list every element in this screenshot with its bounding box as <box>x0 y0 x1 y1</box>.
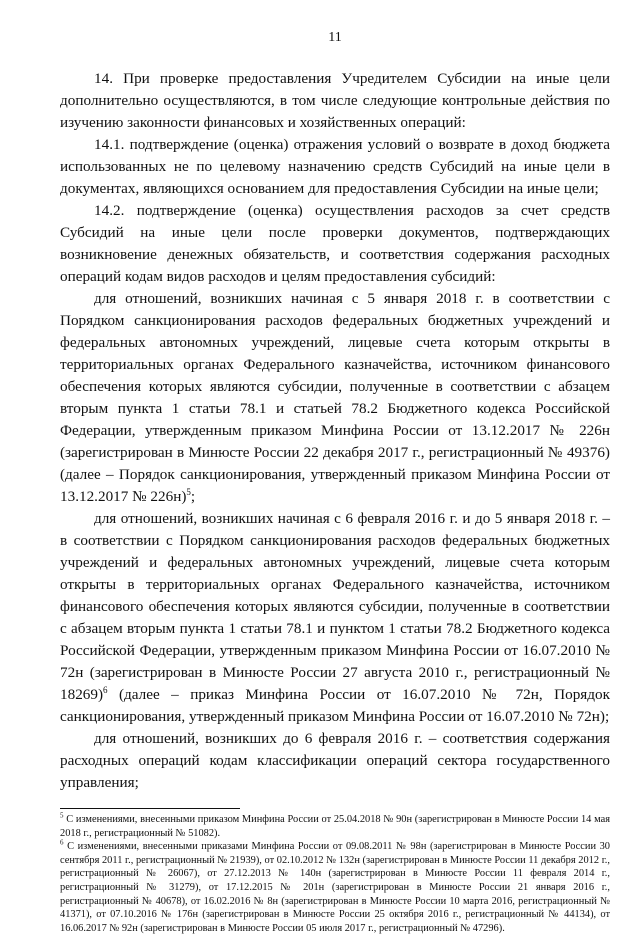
paragraph-14-1 <box>60 134 610 200</box>
footnote-reference: 5 <box>186 486 191 497</box>
footnote-divider <box>60 808 240 809</box>
footnote-6 <box>60 840 610 935</box>
paragraph-relations-before-2016 <box>60 728 610 794</box>
paragraph-text: для отношений, возникших начиная с 5 января 2018 г. в соответствии с Порядком санкционирования расходов федеральных бюджетных учреждений и федеральных автономных учреждений, лицевые счета которым открыты в территориальных органах Федерального казначейства, источником финансового обеспечения которых являются субсидии, полученные в соответствии с абзацем вторым пункта 1 статьи 78.1 и статьей 78.2 Бюджетного кодекса Российской Федерации, утвержденным приказом Минфина России от 13.12.2017 № 226н (зарегистрирован в Минюсте России 22 декабря 2017 г., регистрационный № 49376) (далее – Порядок санкционирования, утвержденный приказом Минфина России от 13.12.2017 № 226н) <box>60 290 610 505</box>
paragraph-text: для отношений, возникших до 6 февраля 2016 г. – соответствия содержания расходных операций кодам классификации операций сектора государственного управления; <box>60 730 610 791</box>
paragraph-relations-2016 <box>60 508 610 728</box>
paragraph-14 <box>60 68 610 134</box>
paragraph-14-2 <box>60 200 610 288</box>
footnote-text: С изменениями, внесенными приказом Минфина России от 25.04.2018 № 90н (зарегистрирован в Минюсте России 14 мая 2018 г., регистрационный № 51082). <box>60 814 610 839</box>
footnote-mark: 5 <box>60 811 64 820</box>
footnote-5 <box>60 813 610 840</box>
paragraph-text: 14.2. подтверждение (оценка) осуществления расходов за счет средств Субсидий на иные цели после проверки документов, подтверждающих возникновение денежных обязательств, и соответствия содержания расходных операций кодам видов расходов и целям предоставления субсидий: <box>60 202 610 285</box>
paragraph-tail: (далее – приказ Минфина России от 16.07.2010 № 72н, Порядок санкционирования, утвержденный приказом Минфина России от 16.07.2010 № 72н); <box>60 686 610 725</box>
footnote-text: С изменениями, внесенными приказами Минфина России от 09.08.2011 № 98н (зарегистрирован в Минюсте России 30 сентября 2011 г., регистрационный № 21939), от 02.10.2012 № 132н (зарегистрирован в Минюсте России 11 декабря 2012 г., регистрационный № 26067), от 27.12.2013 № 140н (зарегистрирован в Минюсте России 11 февраля 2014 г., регистрационный № 31279), от 17.12.2015 № 201н (зарегистрирован в Минюсте России 21 января 2016 г., регистрационный № 40678), от 16.02.2016 № 8н (зарегистрирован в Минюсте России 10 марта 2016, регистрационный № 41371), от 07.10.2016 № 176н (зарегистрирован в Минюсте России 25 октября 2016 г., регистрационный № 44134), от 16.06.2017 № 92н (зарегистрирован в Минюсте России 05 июля 2017 г., регистрационный № 47296). <box>60 841 610 934</box>
page-number: 11 <box>328 30 342 45</box>
footnote-mark: 6 <box>60 838 64 847</box>
paragraph-text: для отношений, возникших начиная с 6 февраля 2016 г. и до 5 января 2018 г. – в соответствии с Порядком санкционирования расходов федеральных бюджетных учреждений и федеральных автономных учреждений, лицевые счета которым открыты в территориальных органах Федерального казначейства, источником финансового обеспечения которых являются субсидии, полученные в соответствии с абзацем вторым пункта 1 статьи 78.1 и пунктом 1 статьи 78.2 Бюджетного кодекса Российской Федерации, утвержденным приказом Минфина России от 16.07.2010 № 72н (зарегистрирован в Минюсте России 27 августа 2010 г., регистрационный № 18269) <box>60 510 610 703</box>
paragraph-relations-2018 <box>60 288 610 508</box>
paragraph-tail: ; <box>190 488 196 505</box>
paragraph-text: 14.1. подтверждение (оценка) отражения условий о возврате в доход бюджета использованных не по целевому назначению средств Субсидий на иные цели в документах, являющихся основанием для предоставления Субсидии на иные цели; <box>60 136 610 197</box>
document-page <box>60 30 610 935</box>
paragraph-text: 14. При проверке предоставления Учредителем Субсидии на иные цели дополнительно осуществляются, в том числе следующие контрольные действия по изучению законности финансовых и хозяйственных операций: <box>60 70 610 131</box>
footnote-reference: 6 <box>103 684 108 695</box>
